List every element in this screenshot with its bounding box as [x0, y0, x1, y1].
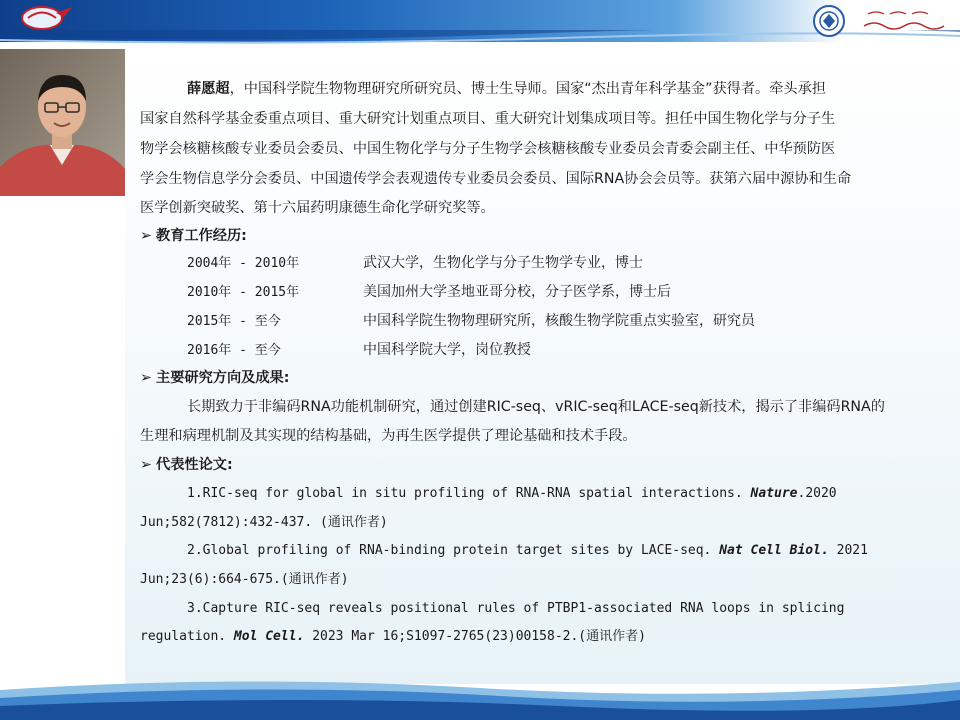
education-date: 2010年 - 2015年: [187, 285, 300, 300]
education-row: [187, 308, 755, 334]
bio-line-5: 医学创新突破奖、第十六届药明康德生命化学研究奖等。: [140, 200, 495, 216]
education-heading: ➢ 教育工作经历:: [140, 221, 932, 251]
education-desc: 武汉大学，生物化学与分子生物学专业，博士: [363, 255, 643, 271]
education-row: [187, 337, 531, 363]
education-row: [187, 250, 643, 276]
paper-3-line-2: regulation. Mol Cell. 2023 Mar 16;S1097-2765(23)00158-2.(通讯作者): [140, 629, 646, 644]
education-date: 2004年 - 2010年: [187, 256, 300, 271]
journal-name: Nat Cell Biol.: [719, 543, 829, 558]
arrow-right-icon: ➢: [140, 228, 152, 244]
research-heading: ➢ 主要研究方向及成果:: [140, 363, 932, 393]
paper-3-line-1: 3.Capture RIC-seq reveals positional rules of PTBP1-associated RNA loops in splicing: [187, 601, 845, 616]
institute-emblem: [812, 4, 846, 38]
footer-wave-decoration: [0, 668, 960, 720]
paper-1-line-2: Jun;582(7812):432-437. (通讯作者): [140, 515, 388, 530]
research-line-1: 长期致力于非编码RNA功能机制研究，通过创建RIC-seq、vRIC-seq和LACE-seq新技术，揭示了非编码RNA的: [187, 399, 885, 415]
motto-calligraphy: [860, 6, 950, 36]
research-line-2: 生理和病理机制及其实现的结构基础，为再生医学提供了理论基础和技术手段。: [140, 428, 637, 444]
bio-line-4: 学会生物信息学分会委员、中国遗传学会表观遗传专业委员会委员、国际RNA协会会员等。获第六届中源协和生命: [140, 171, 852, 187]
paper-2-line-2: Jun;23(6):664-675.(通讯作者): [140, 572, 349, 587]
paper-2-line-1: 2.Global profiling of RNA-binding protein target sites by LACE-seq. Nat Cell Biol. 2021: [187, 543, 868, 558]
education-date: 2015年 - 至今: [187, 314, 281, 329]
journal-name: Mol Cell.: [233, 629, 305, 644]
avatar: [0, 49, 125, 196]
education-desc: 中国科学院生物物理研究所，核酸生物学院重点实验室，研究员: [363, 313, 755, 329]
bio-line-1: 薛愿超，中国科学院生物物理研究所研究员、博士生导师。国家“杰出青年科学基金”获得者。牵头承担: [187, 81, 826, 97]
person-name: 薛愿超: [187, 81, 230, 97]
education-desc: 中国科学院大学，岗位教授: [363, 342, 531, 358]
logo: [20, 3, 74, 33]
education-row: [187, 279, 671, 305]
journal-name: Nature: [750, 486, 798, 501]
bio-line-3: 物学会核糖核酸专业委员会委员、中国生物化学与分子生物学会核糖核酸专业委员会青委会副主任、中华预防医: [140, 141, 836, 157]
bio-line-2: 国家自然科学基金委重点项目、重大研究计划重点项目、重大研究计划集成项目等。担任中国生物化学与分子生: [140, 111, 836, 127]
papers-heading: ➢ 代表性论文:: [140, 450, 932, 480]
arrow-right-icon: ➢: [140, 457, 152, 473]
education-date: 2016年 - 至今: [187, 343, 281, 358]
arrow-right-icon: ➢: [140, 370, 152, 386]
education-desc: 美国加州大学圣地亚哥分校，分子医学系，博士后: [363, 284, 671, 300]
paper-1-line-1: 1.RIC-seq for global in situ profiling of RNA-RNA spatial interactions. Nature.2020: [187, 486, 837, 501]
